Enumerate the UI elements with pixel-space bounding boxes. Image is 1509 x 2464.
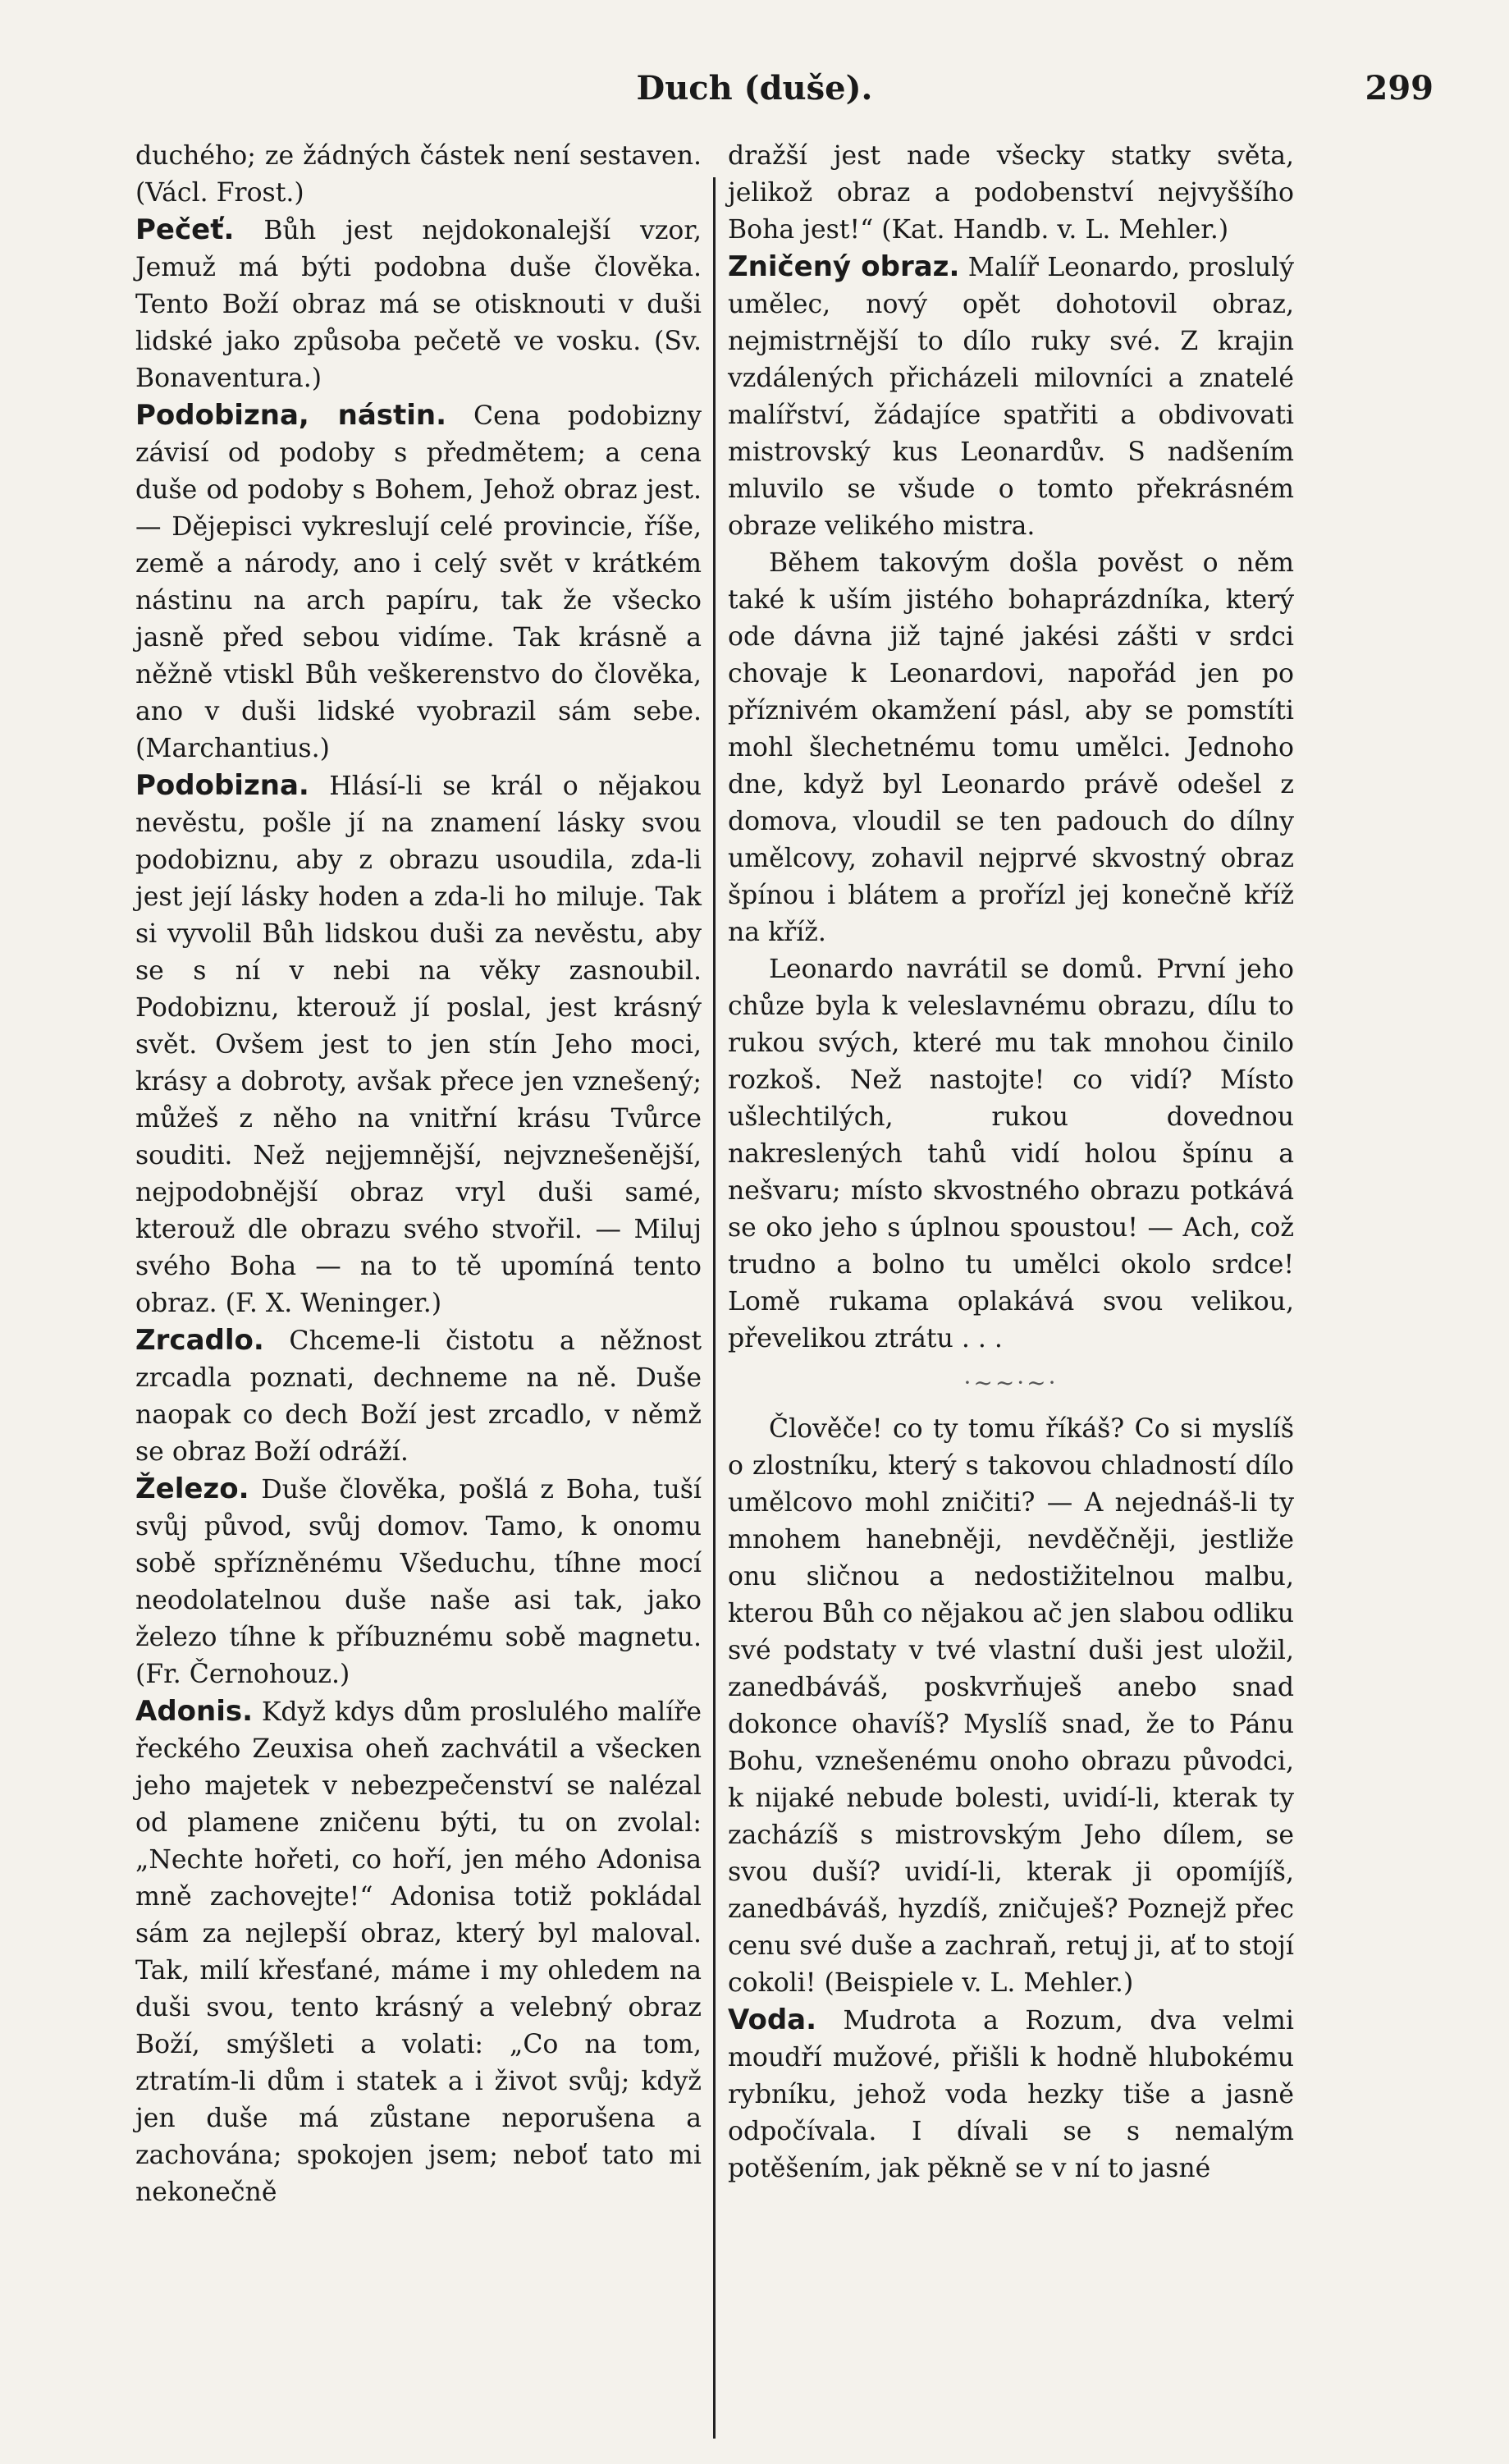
- entry-text: Cena podobizny závisí od podoby s předmětem; a cena duše od podoby s Bohem, Jehož obraz jest. — Dějepisci vykreslují celé provincie, říše, země a národy, ano i celý svět v krátkém nástinu na arch papíru, tak že všecko jasně před sebou vidíme. Tak krásně a něžně vtiskl Bůh veškerenstvo do člověka, ano v duši lidské vyobrazil sám sebe. (Marchantius.): [135, 401, 702, 763]
- ornament-separator: ·~~·~·: [963, 1369, 1059, 1396]
- paragraph: Člověče! co ty tomu říkáš? Co si myslíš o zlostníku, který s takovou chladností dílo umělcovo mohl zničiti? — A nejednáš-li ty mnohem hanebněji, nevděčněji, jestliže onu sličnou a nedostižitelnou malbu, kterou Bůh co nějakou ač jen slabou odliku své podstaty v tvé vlastní duši jest uložil, zanedbáváš, poskvrňuješ anebo snad dokonce ohavíš? Myslíš snad, že to Pánu Bohu, vznešenému onoho obrazu původci, k nijaké nebude bolesti, uvidí-li, kterak ty zacházíš s mistrovským Jeho dílem, se svou duší? uvidí-li, kterak ji opomíjíš, zanedbáváš, hyzdíš, zničuješ? Poznejž přec cenu své duše a zachraň, retuj ji, ať to stojí cokoli! (Beispiele v. L. Mehler.): [728, 1414, 1294, 1998]
- entry-keyword: Podobizna.: [135, 769, 309, 802]
- entry-keyword: Pečeť.: [135, 213, 235, 246]
- entry-text: Hlásí-li se král o nějakou nevěstu, pošle jí na znamení lásky svou podobiznu, aby z obrazu usoudila, zda-li jest její lásky hoden a zda-li ho miluje. Tak si vyvolil Bůh lidskou duši za nevěstu, aby se s ní v nebi na věky zasnoubil. Podobiznu, kterouž jí poslal, jest krásný svět. Ovšem jest to jen stín Jeho moci, krásy a dobroty, avšak přece jen vznešený; můžeš z něho na vnitřní krásu Tvůrce souditi. Než nejjemnější, nejvznešenější, nejpodobnější obraz vryl duši samé, kterouž dle obrazu svého stvořil. — Miluj svého Boha — na to tě upomíná tento obraz. (F. X. Weninger.): [135, 772, 702, 1318]
- entry: [135, 212, 702, 397]
- entry-text: Bůh jest nejdokonalejší vzor, Jemuž má býti podobna duše člověka. Tento Boží obraz má se otisknouti v duši lidské jako způsoba pečetě ve vosku. (Sv. Bonaventura.): [135, 216, 702, 393]
- entry: [728, 2002, 1294, 2187]
- paragraph: Během takovým došla pověst o něm také k uším jistého bohaprázdníka, který ode dávna již tajné jakési zášti v srdci chovaje k Leonardovi, napořád jen po příznivém okamžení pásl, aby se pomstíti mohl šlechetnému tomu umělci. Jednoho dne, když byl Leonardo právě odešel z domova, vloudil se ten padouch do dílny umělcovy, zohavil nejprvé skvostný obraz špínou i blátem a prořízl jej konečně kříž na kříž.: [728, 548, 1294, 947]
- entry: [135, 1693, 702, 2211]
- entry: [135, 1322, 702, 1471]
- entry: [728, 249, 1294, 545]
- entry-text: Mudrota a Rozum, dva velmi moudří mužové, přišli k hodně hlubokému rybníku, jehož voda hezky tiše a jasně odpočívala. I dívali se s nemalým potěšením, jak pěkně se v ní to jasné: [728, 2006, 1294, 2183]
- running-head-title: Duch (duše).: [636, 69, 873, 108]
- entry-keyword: Adonis.: [135, 1695, 254, 1728]
- left-column: [135, 138, 702, 2211]
- entry-keyword: Železo.: [135, 1472, 249, 1505]
- entry-text: Když kdys dům proslulého malíře řeckého Zeuxisa oheň zachvátil a všecken jeho majetek v nebezpečenství se nalézal od plamene zničenu býti, tu on zvolal: „Nechte hořeti, co hoří, jen mého Adonisa mně zachovejte!“ Adonisa totiž pokládal sám za nejlepší obraz, který byl maloval. Tak, milí křesťané, máme i my ohledem na duši svou, tento krásný a velebný obraz Boží, smýšleti a volati: „Co na tom, ztratím-li dům i statek a i život svůj; když jen duše má zůstane neporušena a zachována; spokojen jsem; neboť tato mi nekonečně: [135, 1697, 702, 2207]
- paragraph: [728, 138, 1294, 249]
- page-number: 299: [1365, 69, 1434, 108]
- entry: [135, 1471, 702, 1693]
- paragraph: Leonardo navrátil se domů. První jeho chůze byla k veleslavnému obrazu, dílu to rukou svých, které mu tak mnohou činilo rozkoš. Než nastojte! co vidí? Místo ušlechtilých, rukou dovednou nakreslených tahů vidí holou špínu a nešvaru; místo skvostného obrazu potkává se oko jeho s úplnou spoustou! — Ach, což trudno a bolno tu umělci okolo srdce! Lomě rukama oplakává svou velikou, převelikou ztrátu . . .: [728, 955, 1294, 1353]
- entry-text: Chceme-li čistotu a něžnost zrcadla poznati, dechneme na ně. Duše naopak co dech Boží jest zrcadlo, v němž se obraz Boží odráží.: [135, 1326, 702, 1467]
- entry: [135, 397, 702, 767]
- column-divider: [713, 177, 716, 2439]
- right-column: [728, 138, 1294, 2187]
- entry-keyword: Voda.: [728, 2004, 817, 2036]
- paragraph-text: dražší jest nade všecky statky světa, jelikož obraz a podobenství nejvyššího Boha jest!“ (Kat. Handb. v. L. Mehler.): [728, 141, 1294, 245]
- entry: [135, 767, 702, 1322]
- paragraph: [135, 138, 702, 212]
- paragraph-text: duchého; ze žádných částek není sestaven. (Václ. Frost.): [135, 141, 702, 208]
- entry-text: Duše člověka, pošlá z Boha, tuší svůj původ, svůj domov. Tamo, k onomu sobě spřízněnému Všeduchu, tíhne mocí neodolatelnou duše naše asi tak, jako železo tíhne k příbuznému sobě magnetu. (Fr. Černohouz.): [135, 1475, 702, 1689]
- entry-keyword: Zrcadlo.: [135, 1324, 264, 1357]
- entry-keyword: Podobizna, nástin.: [135, 399, 447, 432]
- entry-keyword: Zničený obraz.: [728, 250, 960, 283]
- entry-text: Malíř Leonardo, proslulý umělec, nový opět dohotovil obraz, nejmistrnější to dílo ruky své. Z krajin vzdálených přicházeli milovníci a znatelé malířství, žádajíce spatřiti a obdivovati mistrovský kus Leonardův. S nadšením mluvilo se všude o tomto překrásném obraze velikého mistra.: [728, 253, 1295, 541]
